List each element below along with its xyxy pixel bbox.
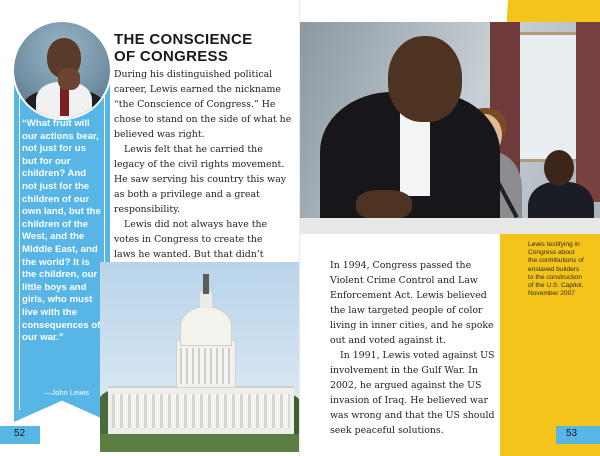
title-line-1: THE CONSCIENCE — [114, 31, 253, 48]
john-lewis-portrait — [12, 20, 112, 120]
page-number-tab-right — [556, 426, 600, 444]
capitol-building-photo — [100, 262, 300, 452]
page-number-tab-left — [0, 426, 40, 444]
paragraph: During his distinguished political career, Lewis earned the nickname “the Conscience of Congress.” He chose to stand on the side of what he believed was right. — [114, 69, 292, 140]
paragraph: In 1994, Congress passed the Violent Crime Control and Law Enforcement Act. Lewis believed the law targeted people of color living in inner cities, and he spoke out and voted against it. — [330, 260, 494, 346]
paragraph: Lewis did not always have the votes in Congress to create the laws he wanted. But that didn’t — [114, 219, 268, 260]
paragraph: Lewis felt that he carried the legacy of the civil rights movement. He saw serving his country this way as both a privilege and a great responsibility. — [114, 144, 287, 215]
page-number: 52 — [14, 428, 26, 439]
quote-attribution: —John Lewis — [44, 388, 90, 397]
photo-caption: Lewis testifying in Congress about the contributions of enslaved builders to the construction of the U.S. Capitol, November 2007 — [528, 241, 584, 298]
right-body-text — [330, 258, 502, 438]
left-body-text — [114, 67, 296, 292]
congress-testimony-photo — [300, 22, 600, 234]
title-line-2: OF CONGRESS — [114, 48, 229, 65]
page-number: 53 — [566, 428, 578, 439]
paragraph: In 1991, Lewis voted against US involvement in the Gulf War. In 2002, he argued against the US invasion of Iraq. He believed war was wrong and that the US should seek peaceful solutions. — [330, 350, 495, 436]
pull-quote: “What fruit will our actions bear, not just for us but for our children? And not just for the children of our own land, but the children of the West, and the Middle East, and the world? It is the children, our little boys and girls, who must live with the consequences of our war.” — [22, 118, 101, 344]
section-title — [114, 31, 294, 65]
